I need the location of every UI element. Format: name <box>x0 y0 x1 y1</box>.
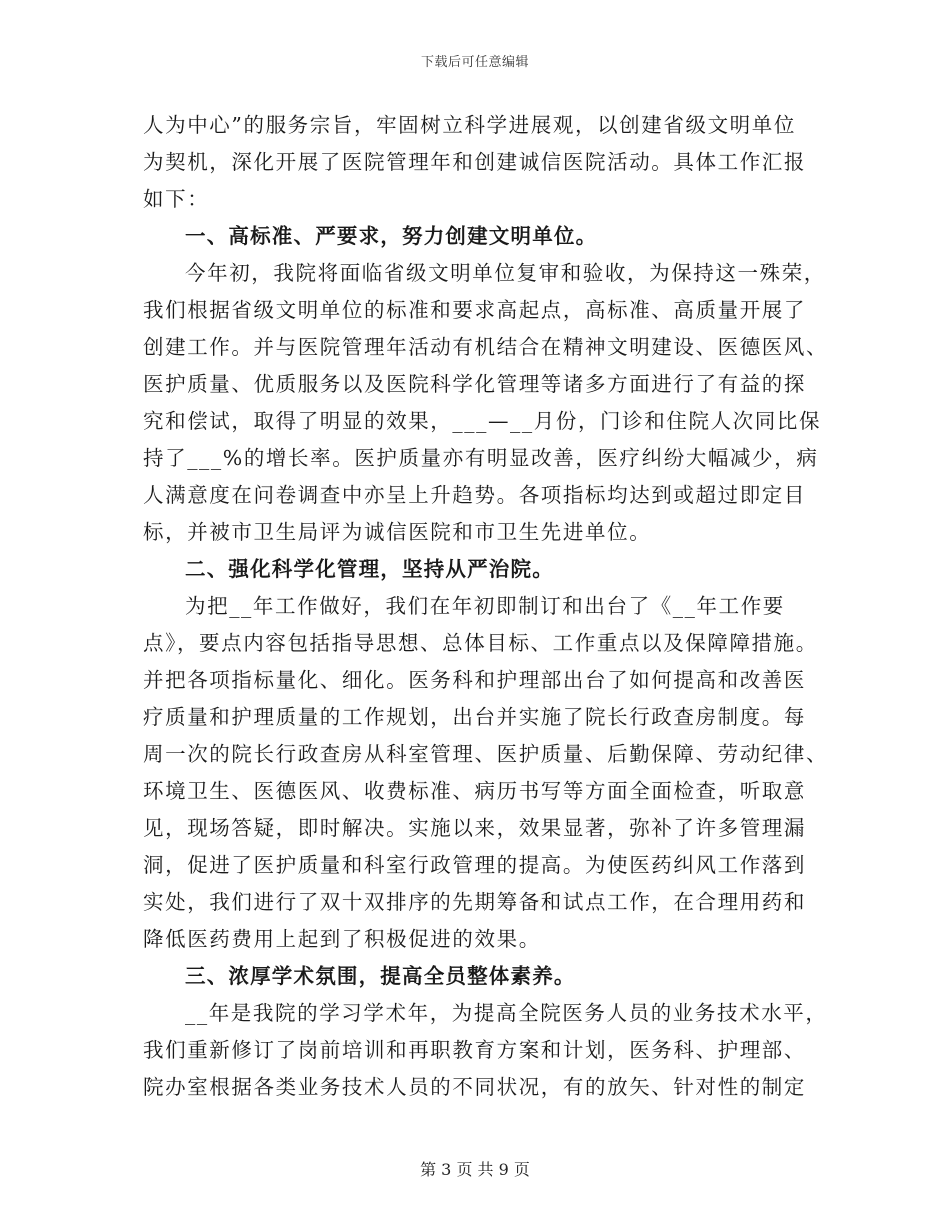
paragraph-line: 环境卫生、医德医风、收费标准、病历书写等方面全面检查，听取意 <box>143 779 806 803</box>
section-heading: 三、浓厚学术氛围，提高全员整体素养。 <box>185 964 576 988</box>
paragraph-line: 如下： <box>143 187 210 211</box>
paragraph-line: 实处，我们进行了双十双排序的先期筹备和试点工作，在合理用药和 <box>143 890 806 914</box>
paragraph-line: 洞，促进了医护质量和科室行政管理的提高。为使医药纠风工作落到 <box>143 853 806 877</box>
paragraph-line: 为契机，深化开展了医院管理年和创建诚信医院活动。具体工作汇报 <box>143 150 806 174</box>
paragraph-line: 院办室根据各类业务技术人员的不同状况，有的放矢、针对性的制定 <box>143 1075 806 1099</box>
paragraph-line: 我们重新修订了岗前培训和再职教育方案和计划，医务科、护理部、 <box>143 1038 806 1062</box>
paragraph-line: 见，现场答疑，即时解决。实施以来，效果显著，弥补了许多管理漏 <box>143 816 806 840</box>
page-header-note: 下载后可任意编辑 <box>420 55 529 70</box>
section-heading: 一、高标准、严要求，努力创建文明单位。 <box>185 224 598 248</box>
paragraph-line: 持了___%的增长率。医护质量亦有明显改善，医疗纠纷大幅减少，病 <box>143 446 819 470</box>
paragraph-line: 创建工作。并与医院管理年活动有机结合在精神文明建设、医德医风、 <box>143 335 829 359</box>
paragraph-line: 疗质量和护理质量的工作规划，出台并实施了院长行政查房制度。每 <box>143 705 806 729</box>
paragraph-first-line: __年是我院的学习学术年，为提高全院医务人员的业务技术水平， <box>185 1001 828 1025</box>
paragraph-first-line: 今年初，我院将面临省级文明单位复审和验收，为保持这一殊荣， <box>185 261 826 285</box>
page-number: 第 3 页 共 9 页 <box>420 1160 530 1179</box>
paragraph-line: 降低医药费用上起到了积极促进的效果。 <box>143 927 541 951</box>
paragraph-line: 医护质量、优质服务以及医院科学化管理等诸多方面进行了有益的探 <box>143 372 806 396</box>
paragraph-line: 人为中心”的服务宗旨，牢固树立科学进展观，以创建省级文明单位 <box>143 113 796 137</box>
section-heading: 二、强化科学化管理，坚持从严治院。 <box>185 557 554 581</box>
paragraph-line: 周一次的院长行政查房从科室管理、医护质量、后勤保障、劳动纪律、 <box>143 742 829 766</box>
paragraph-line: 标，并被市卫生局评为诚信医院和市卫生先进单位。 <box>143 520 652 544</box>
paragraph-line: 我们根据省级文明单位的标准和要求高起点，高标准、高质量开展了 <box>143 298 806 322</box>
paragraph-line: 点》，要点内容包括指导思想、总体目标、工作重点以及保障障措施。 <box>143 631 818 655</box>
paragraph-first-line: 为把__年工作做好，我们在年初即制订和出台了《__年工作要 <box>185 594 785 618</box>
document-body <box>143 107 829 1106</box>
paragraph-line: 并把各项指标量化、细化。医务科和护理部出台了如何提高和改善医 <box>143 668 806 692</box>
paragraph-line: 人满意度在问卷调查中亦呈上升趋势。各项指标均达到或超过即定目 <box>143 483 806 507</box>
paragraph-line: 究和偿试，取得了明显的效果，___—__月份，门诊和住院人次同比保 <box>143 409 822 433</box>
